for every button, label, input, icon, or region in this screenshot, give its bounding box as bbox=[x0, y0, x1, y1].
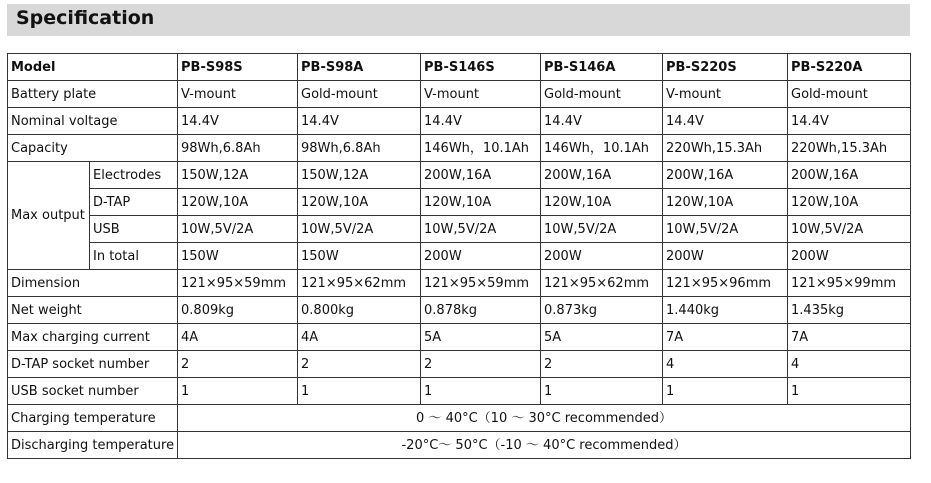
cell: 10W,5V/2A bbox=[788, 216, 911, 243]
cell: 150W,12A bbox=[298, 162, 421, 189]
cell: 121×95×96mm bbox=[663, 270, 788, 297]
row-max-output-in-total bbox=[8, 243, 911, 270]
cell: 10W,5V/2A bbox=[421, 216, 541, 243]
model-header: PB-S146S bbox=[421, 54, 541, 81]
cell: 1 bbox=[421, 378, 541, 405]
sub-label: USB bbox=[90, 216, 178, 243]
row-label: USB socket number bbox=[8, 378, 178, 405]
cell: 10W,5V/2A bbox=[298, 216, 421, 243]
cell: 121×95×62mm bbox=[541, 270, 663, 297]
cell: V-mount bbox=[663, 81, 788, 108]
merged-cell: -20°C～ 50°C（-10 ～ 40°C recommended） bbox=[178, 432, 911, 459]
cell: 14.4V bbox=[788, 108, 911, 135]
cell: 1 bbox=[663, 378, 788, 405]
cell: 2 bbox=[541, 351, 663, 378]
cell: 120W,10A bbox=[788, 189, 911, 216]
cell: 1 bbox=[788, 378, 911, 405]
row-max-output-usb bbox=[8, 216, 911, 243]
model-header: PB-S98A bbox=[298, 54, 421, 81]
cell: 120W,10A bbox=[298, 189, 421, 216]
cell: 150W,12A bbox=[178, 162, 298, 189]
model-header: PB-S146A bbox=[541, 54, 663, 81]
row-label: Net weight bbox=[8, 297, 178, 324]
row-battery-plate bbox=[8, 81, 911, 108]
row-net-weight bbox=[8, 297, 911, 324]
row-max-charging-current bbox=[8, 324, 911, 351]
row-label-max-output: Max output bbox=[8, 162, 90, 270]
merged-cell: 0 ～ 40°C（10 ～ 30°C recommended） bbox=[178, 405, 911, 432]
cell: 200W bbox=[788, 243, 911, 270]
row-discharging-temperature bbox=[8, 432, 911, 459]
cell: 10W,5V/2A bbox=[178, 216, 298, 243]
sub-label: Electrodes bbox=[90, 162, 178, 189]
cell: 120W,10A bbox=[421, 189, 541, 216]
cell: 220Wh,15.3Ah bbox=[788, 135, 911, 162]
cell: Gold-mount bbox=[788, 81, 911, 108]
cell: Gold-mount bbox=[298, 81, 421, 108]
row-label: D-TAP socket number bbox=[8, 351, 178, 378]
cell: Gold-mount bbox=[541, 81, 663, 108]
row-label: Discharging temperature bbox=[8, 432, 178, 459]
cell: 0.800kg bbox=[298, 297, 421, 324]
cell: 1 bbox=[178, 378, 298, 405]
row-charging-temperature bbox=[8, 405, 911, 432]
row-label: Max charging current bbox=[8, 324, 178, 351]
cell: 150W bbox=[178, 243, 298, 270]
cell: 2 bbox=[178, 351, 298, 378]
row-capacity bbox=[8, 135, 911, 162]
row-label: Dimension bbox=[8, 270, 178, 297]
cell: 200W bbox=[663, 243, 788, 270]
spec-table bbox=[7, 53, 911, 459]
cell: 1.440kg bbox=[663, 297, 788, 324]
row-label: Charging temperature bbox=[8, 405, 178, 432]
row-label: Capacity bbox=[8, 135, 178, 162]
cell: V-mount bbox=[421, 81, 541, 108]
cell: 200W bbox=[541, 243, 663, 270]
cell: 146Wh，10.1Ah bbox=[541, 135, 663, 162]
model-header: PB-S220S bbox=[663, 54, 788, 81]
model-header: PB-S220A bbox=[788, 54, 911, 81]
page-title: Specification bbox=[16, 7, 155, 29]
cell: 4A bbox=[178, 324, 298, 351]
cell: V-mount bbox=[178, 81, 298, 108]
row-max-output-dtap bbox=[8, 189, 911, 216]
cell: 14.4V bbox=[541, 108, 663, 135]
row-usb-socket-number bbox=[8, 378, 911, 405]
cell: 120W,10A bbox=[541, 189, 663, 216]
cell: 98Wh,6.8Ah bbox=[178, 135, 298, 162]
cell: 220Wh,15.3Ah bbox=[663, 135, 788, 162]
cell: 121×95×62mm bbox=[298, 270, 421, 297]
sub-label: In total bbox=[90, 243, 178, 270]
row-model bbox=[8, 54, 911, 81]
row-label: Battery plate bbox=[8, 81, 178, 108]
cell: 0.873kg bbox=[541, 297, 663, 324]
cell: 10W,5V/2A bbox=[663, 216, 788, 243]
cell: 14.4V bbox=[178, 108, 298, 135]
cell: 200W bbox=[421, 243, 541, 270]
cell: 1 bbox=[541, 378, 663, 405]
cell: 7A bbox=[663, 324, 788, 351]
cell: 146Wh，10.1Ah bbox=[421, 135, 541, 162]
cell: 10W,5V/2A bbox=[541, 216, 663, 243]
row-dimension bbox=[8, 270, 911, 297]
cell: 2 bbox=[298, 351, 421, 378]
cell: 150W bbox=[298, 243, 421, 270]
cell: 200W,16A bbox=[788, 162, 911, 189]
model-header: PB-S98S bbox=[178, 54, 298, 81]
cell: 5A bbox=[541, 324, 663, 351]
cell: 200W,16A bbox=[663, 162, 788, 189]
cell: 14.4V bbox=[298, 108, 421, 135]
cell: 0.878kg bbox=[421, 297, 541, 324]
cell: 5A bbox=[421, 324, 541, 351]
cell: 4 bbox=[663, 351, 788, 378]
row-nominal-voltage bbox=[8, 108, 911, 135]
row-max-output-electrodes bbox=[8, 162, 911, 189]
cell: 200W,16A bbox=[541, 162, 663, 189]
row-dtap-socket-number bbox=[8, 351, 911, 378]
cell: 4A bbox=[298, 324, 421, 351]
cell: 121×95×59mm bbox=[178, 270, 298, 297]
cell: 7A bbox=[788, 324, 911, 351]
cell: 120W,10A bbox=[178, 189, 298, 216]
row-label-model: Model bbox=[8, 54, 178, 81]
cell: 14.4V bbox=[663, 108, 788, 135]
sub-label: D-TAP bbox=[90, 189, 178, 216]
cell: 0.809kg bbox=[178, 297, 298, 324]
cell: 200W,16A bbox=[421, 162, 541, 189]
row-label: Nominal voltage bbox=[8, 108, 178, 135]
cell: 4 bbox=[788, 351, 911, 378]
cell: 120W,10A bbox=[663, 189, 788, 216]
cell: 121×95×59mm bbox=[421, 270, 541, 297]
cell: 2 bbox=[421, 351, 541, 378]
cell: 1.435kg bbox=[788, 297, 911, 324]
cell: 14.4V bbox=[421, 108, 541, 135]
cell: 98Wh,6.8Ah bbox=[298, 135, 421, 162]
title-bar bbox=[7, 4, 910, 36]
cell: 1 bbox=[298, 378, 421, 405]
cell: 121×95×99mm bbox=[788, 270, 911, 297]
